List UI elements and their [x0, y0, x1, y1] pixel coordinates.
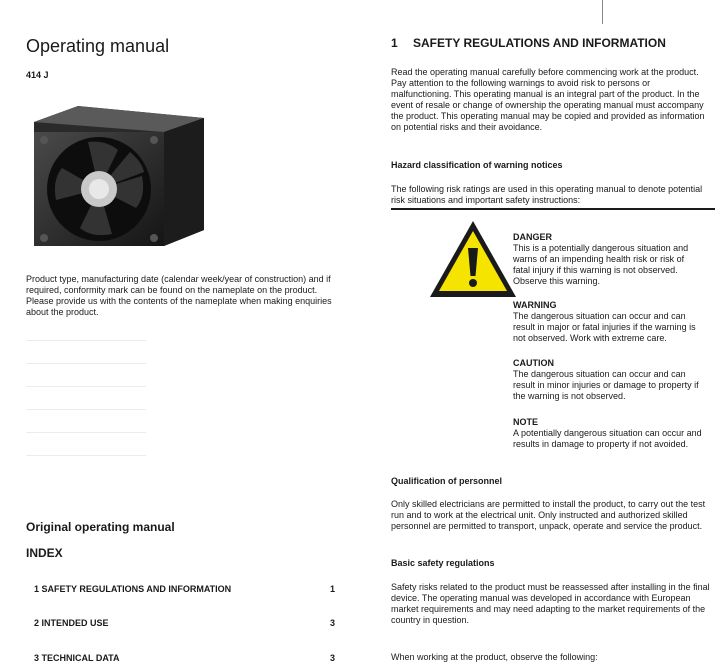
- note-notice: [513, 417, 703, 450]
- caution-label: CAUTION: [513, 358, 554, 368]
- section-heading: [391, 36, 666, 50]
- index-entry-page: 3: [330, 618, 336, 628]
- note-text: A potentially dangerous situation can occur and results in damage to property if not avoided.: [513, 428, 702, 449]
- danger-notice: [513, 232, 703, 287]
- qualification-heading: Qualification of personnel: [391, 476, 503, 486]
- basic-safety-paragraph: Safety risks related to the product must be reassessed after installing in the final device. The operating manual was developed in accordance with European market requirements and may need adapting to the market requirements of the country in question.: [391, 582, 710, 625]
- index-entry[interactable]: [34, 584, 354, 594]
- section-title: SAFETY REGULATIONS AND INFORMATION: [413, 36, 666, 50]
- right-column: [391, 0, 713, 670]
- qualification-paragraph: Only skilled electricians are permitted to install the product, to carry out the test run and to work at the electrical unit. Only instructed and authorized skilled personnel are permitted to transport, unpack, operate and service the product.: [391, 499, 706, 531]
- left-column: [26, 0, 356, 670]
- index-entry-page: 3: [330, 653, 336, 663]
- hazard-heading: Hazard classification of warning notices: [391, 160, 563, 170]
- index-entry-label: 3 TECHNICAL DATA: [34, 653, 120, 663]
- note-label: NOTE: [513, 417, 539, 427]
- enquiry-paragraph: Please provide us with the contents of the nameplate when making enquiries about the product.: [26, 296, 332, 317]
- divider: [391, 208, 715, 210]
- nameplate-info: [26, 274, 356, 318]
- intro-paragraph: Read the operating manual carefully before commencing work at the product. Pay attention to the following warnings to avoid risk to persons or malfunctioning. This operating manual is an integral part of the product. In the event of resale or change of ownership the operating manual must accompany the product. This operating manual may be copied and provided as information on potential risks and their avoidance.: [391, 67, 705, 132]
- hazard-paragraph: The following risk ratings are used in this operating manual to denote potential risk situations and important safety instructions:: [391, 184, 703, 205]
- nameplate-paragraph: Product type, manufacturing date (calendar week/year of construction) and if required, conformity mark can be found on the nameplate on the product.: [26, 274, 331, 295]
- caution-notice: [513, 358, 703, 402]
- warning-notice: [513, 300, 703, 344]
- section-number: 1: [391, 36, 398, 50]
- caution-text: The dangerous situation can occur and can result in minor injuries or damage to property if the warning is not observed.: [513, 369, 699, 401]
- index-entry[interactable]: [34, 653, 354, 663]
- warning-label: WARNING: [513, 300, 557, 310]
- model-number: 414 J: [26, 70, 49, 80]
- index-entry[interactable]: [34, 618, 354, 628]
- index-entry-page: 1: [330, 584, 336, 594]
- observe-paragraph: When working at the product, observe the following:: [391, 652, 598, 662]
- original-manual-heading: Original operating manual: [26, 520, 175, 534]
- index-entry-label: 2 INTENDED USE: [34, 618, 109, 628]
- faded-background-text: [26, 340, 146, 490]
- index-heading: INDEX: [26, 546, 63, 560]
- fan-product-photo: [26, 100, 216, 250]
- warning-triangle-icon: [427, 218, 519, 300]
- warning-text: The dangerous situation can occur and can result in major or fatal injuries if the warning is not observed. Work with extreme care.: [513, 311, 696, 343]
- danger-label: DANGER: [513, 232, 553, 242]
- danger-text: This is a potentially dangerous situation and warns of an impending health risk or risk of fatal injury if this warning is not observed. Observe this warning.: [513, 243, 689, 286]
- document-title: Operating manual: [26, 36, 170, 56]
- index-entry-label: 1 SAFETY REGULATIONS AND INFORMATION: [34, 584, 232, 594]
- basic-safety-heading: Basic safety regulations: [391, 558, 495, 568]
